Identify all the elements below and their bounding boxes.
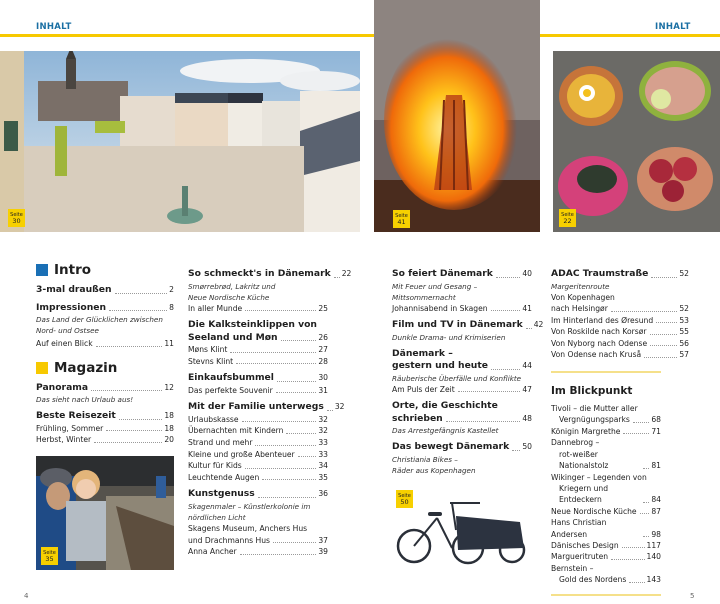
toc-entry[interactable] [36, 410, 174, 446]
entry-page: 18 [164, 423, 174, 433]
entry-title: Strand und mehr [188, 438, 253, 448]
blickpunkt-item[interactable] [551, 506, 661, 517]
entry-page: 117 [646, 540, 661, 550]
entry-page: 11 [164, 339, 174, 348]
toc-column-4 [551, 268, 689, 596]
blickpunkt-list [551, 403, 661, 586]
entry-page: 37 [318, 535, 328, 545]
toc-entry[interactable] [36, 382, 174, 406]
page-ref-badge[interactable] [393, 210, 410, 228]
leader-dots [236, 363, 316, 364]
entry-title: Kunstgenuss [188, 488, 255, 500]
entry-title: und Drachmanns Hus [188, 535, 270, 545]
badge-page: 30 [12, 217, 21, 225]
toc-entry[interactable] [392, 319, 544, 343]
entry-page: 12 [164, 382, 174, 392]
entry-title: Impressionen [36, 301, 107, 313]
entry-page: 27 [318, 345, 328, 355]
leader-dots [623, 433, 649, 434]
leader-dots [327, 410, 333, 411]
page-ref-badge[interactable] [41, 547, 58, 565]
toc-entry[interactable] [36, 302, 174, 350]
entry-title: Die Kalksteinklippen von [188, 319, 317, 331]
leader-dots [230, 352, 316, 353]
leader-dots [334, 277, 340, 278]
leader-dots [496, 277, 520, 278]
entry-subtitle: Margeritenroute [551, 281, 610, 291]
entry-title: Vergnügungsparks [559, 415, 630, 425]
entry-page: 52 [679, 304, 689, 314]
leader-dots [94, 442, 162, 443]
entry-title: 3-mal draußen [36, 284, 112, 295]
entry-page: 56 [679, 338, 689, 348]
leader-dots [245, 468, 317, 469]
leader-dots [446, 421, 521, 422]
toc-column-3 [392, 268, 544, 481]
leader-dots [512, 450, 520, 451]
entry-page: 52 [679, 269, 689, 278]
entry-subtitle: Räder aus Kopenhagen [392, 465, 476, 475]
entry-page: 84 [651, 495, 661, 505]
entry-title: Kriegern und Entdeckern [559, 483, 609, 505]
leader-dots [258, 497, 317, 498]
badge-page: 35 [45, 555, 54, 563]
entry-subtitle: Christiania Bikes – [392, 454, 458, 464]
leader-dots [298, 456, 317, 457]
entry-title: Margueritruten [551, 552, 609, 562]
blickpunkt-heading: Im Blickpunkt [551, 385, 633, 398]
entry-title: Kultur für Kids [188, 461, 242, 471]
entry-title: Leuchtende Augen [188, 472, 260, 482]
entry-page: 41 [522, 303, 532, 313]
entry-page: 50 [522, 442, 532, 452]
badge-page: 22 [563, 217, 572, 225]
leader-dots [109, 310, 167, 311]
leader-dots [286, 433, 316, 434]
blickpunkt-top-rule [551, 371, 661, 373]
leader-dots [656, 322, 677, 323]
toc-entry[interactable] [392, 400, 532, 436]
entry-title: Einkaufsbummel [188, 372, 274, 384]
entry-page: 20 [164, 435, 174, 445]
smorrebrod-photo [553, 51, 720, 232]
entry-title: Im Hinterland des Øresund [551, 315, 654, 325]
entry-title: Am Puls der Zeit [392, 384, 455, 394]
entry-title: Dannebrog – [551, 438, 600, 448]
toc-entry[interactable] [36, 284, 174, 297]
toc-entry[interactable] [188, 319, 328, 367]
leader-dots [643, 536, 649, 537]
leader-dots [633, 422, 649, 423]
entry-subtitle: Das sieht nach Urlaub aus! [36, 395, 134, 405]
entry-page: 28 [318, 356, 328, 366]
blickpunkt-item[interactable] [551, 403, 661, 426]
entry-subtitle: Skagenmaler – Künstlerkolonie im [188, 501, 311, 511]
badge-label: Seite [398, 492, 411, 499]
entry-title: Film und TV in Dänemark [392, 319, 523, 331]
leader-dots [650, 334, 678, 335]
blickpunkt-item[interactable] [551, 517, 661, 540]
leader-dots [622, 547, 645, 548]
entry-page: 32 [318, 414, 328, 424]
entry-title: Gold des Nordens [559, 575, 627, 585]
toc-entry[interactable] [188, 401, 345, 483]
entry-page: 2 [169, 285, 174, 294]
entry-title: Dänisches Design [551, 540, 619, 550]
page-number-right: 5 [690, 592, 695, 600]
entry-page: 22 [341, 269, 352, 278]
page-ref-badge[interactable] [559, 209, 576, 227]
entry-page: 47 [522, 384, 532, 394]
entry-title: Skagens Museum, Anchers Hus [188, 523, 308, 533]
entry-title: nach Helsingør [551, 304, 608, 314]
entry-page: 40 [522, 269, 532, 278]
leader-dots [276, 392, 317, 393]
entry-page: 35 [318, 472, 328, 482]
entry-page: 81 [651, 461, 661, 471]
entry-title: So schmeckt's in Dänemark [188, 268, 331, 279]
entry-page: 18 [164, 411, 174, 421]
entry-subtitle: Das Land der Glücklichen zwischen [36, 315, 163, 324]
entry-title: Von Roskilde nach Korsør [551, 327, 647, 337]
entry-page: 55 [679, 327, 689, 337]
magazin-square-icon [36, 362, 48, 374]
toc-entry[interactable] [188, 372, 328, 396]
entry-subtitle: Mittsommernacht [392, 292, 456, 302]
midsummer-bonfire-photo [374, 0, 540, 232]
christiania-bike-photo [392, 488, 532, 572]
blickpunkt-item[interactable] [551, 551, 661, 562]
page-number-left: 4 [24, 592, 29, 600]
entry-title: Frühling, Sommer [36, 423, 104, 433]
leader-dots [91, 390, 162, 391]
leader-dots [262, 479, 316, 480]
section-heading-intro [36, 262, 174, 278]
entry-title: Beste Reisezeit [36, 410, 116, 422]
entry-page: 26 [318, 332, 328, 342]
entry-title: Johannisabend in Skagen [392, 303, 488, 313]
leader-dots [240, 554, 317, 555]
leader-dots [643, 468, 649, 469]
toc-entry[interactable] [392, 441, 532, 476]
entry-page: 68 [651, 415, 661, 425]
badge-page: 41 [397, 218, 406, 226]
entry-title: gestern und heute [392, 360, 488, 372]
entry-title: rot-weißer Nationalstolz [559, 449, 609, 471]
entry-title: Møns Klint [188, 345, 228, 355]
leader-dots [273, 542, 316, 543]
page-ref-badge[interactable] [396, 490, 413, 508]
entry-page: 34 [318, 461, 328, 471]
entry-page: 48 [522, 413, 532, 423]
badge-label: Seite [43, 549, 56, 556]
leader-dots [242, 421, 317, 422]
entry-page: 143 [646, 575, 661, 585]
leader-dots [458, 391, 521, 392]
header-rule-right [540, 34, 720, 37]
entry-title: Seeland und Møn [188, 331, 278, 343]
leader-dots [629, 582, 644, 583]
entry-title: Übernachten mit Kindern [188, 426, 284, 436]
leader-dots [119, 419, 163, 420]
entry-subtitle: Nord- und Ostsee [36, 326, 99, 335]
toc-entry[interactable] [392, 268, 532, 314]
leader-dots [491, 310, 521, 311]
entry-page: 53 [679, 315, 689, 325]
section-label-left: INHALT [36, 22, 72, 32]
entry-page: 30 [318, 373, 328, 383]
blickpunkt-bottom-rule [551, 594, 661, 596]
entry-page: 57 [679, 350, 689, 360]
entry-subtitle: Dunkle Drama- und Krimiserien [392, 332, 506, 342]
entry-title: Neue Nordische Küche [551, 506, 637, 516]
leader-dots [255, 445, 316, 446]
leader-dots [611, 311, 678, 312]
entry-page: 71 [651, 426, 661, 436]
copenhagen-square-photo [0, 51, 360, 232]
entry-subtitle: nördlichen Licht [188, 512, 246, 522]
entry-page: 39 [318, 547, 328, 557]
blickpunkt-item[interactable] [551, 472, 661, 506]
leader-dots [651, 277, 677, 278]
badge-page: 50 [400, 498, 409, 506]
intro-square-icon [36, 264, 48, 276]
blickpunkt-item[interactable] [551, 426, 661, 437]
entry-page: 31 [318, 385, 328, 395]
section-title: Intro [54, 262, 92, 278]
leader-dots [650, 345, 677, 346]
blickpunkt-item[interactable] [551, 540, 661, 551]
entry-page: 42 [533, 320, 544, 330]
entry-title: Auf einen Blick [36, 339, 93, 348]
section-title: Magazin [54, 359, 118, 376]
entry-title: Kleine und große Abenteuer [188, 449, 295, 459]
entry-title: Hans Christian Andersen [551, 518, 607, 539]
leader-dots [96, 346, 163, 347]
entry-subtitle: Räuberische Überfälle und Konflikte [392, 373, 522, 383]
entry-title: Panorama [36, 381, 89, 393]
entry-title: Wikinger – Legenden von [551, 472, 647, 482]
leader-dots [245, 310, 316, 311]
entry-subtitle: Das Arrestgefängnis Kastellet [392, 426, 499, 436]
entry-title: Von Nyborg nach Odense [551, 338, 648, 348]
badge-label: Seite [395, 212, 408, 219]
entry-subtitle: Mit Feuer und Gesang – [392, 281, 478, 291]
leader-dots [640, 513, 650, 514]
entry-title: Orte, die Geschichte [392, 400, 498, 412]
leader-dots [644, 357, 677, 358]
page-ref-badge[interactable] [8, 209, 25, 227]
section-heading-magazin [36, 360, 174, 376]
entry-title: Tivoli – die Mutter aller [551, 404, 638, 414]
entry-title: So feiert Dänemark [392, 268, 493, 279]
entry-title: Königin Margrethe [551, 426, 621, 436]
entry-title: Von Odense nach Kruså [551, 350, 642, 360]
leader-dots [115, 293, 168, 294]
entry-title: Von Kopenhagen [551, 292, 615, 302]
entry-page: 8 [169, 302, 174, 312]
header-rule-left [0, 34, 374, 37]
entry-page: 33 [318, 449, 328, 459]
leader-dots [281, 340, 317, 341]
toc-column-2 [188, 268, 352, 563]
entry-page: 25 [318, 303, 328, 313]
toc-entry[interactable] [188, 268, 352, 314]
entry-page: 32 [334, 402, 345, 412]
entry-title: Das bewegt Dänemark [392, 441, 510, 453]
badge-label: Seite [10, 211, 23, 218]
entry-title: Bernstein – [551, 563, 594, 573]
entry-title: Das perfekte Souvenir [188, 385, 273, 395]
section-label-right: INHALT [655, 22, 691, 32]
toc-entry[interactable] [188, 488, 328, 557]
entry-subtitle: Smørrebrød, Lakritz und [188, 281, 276, 291]
entry-title: Herbst, Winter [36, 435, 92, 445]
entry-page: 32 [318, 426, 328, 436]
leader-dots [526, 328, 532, 329]
entry-page: 33 [318, 438, 328, 448]
entry-title: In aller Munde [188, 303, 243, 313]
toc-entry[interactable] [551, 268, 689, 361]
entry-page: 98 [651, 529, 661, 539]
entry-title: Anna Ancher [188, 547, 237, 557]
entry-subtitle: Neue Nordische Küche [188, 292, 270, 302]
leader-dots [491, 369, 520, 370]
leader-dots [643, 502, 649, 503]
entry-title: Dänemark – [392, 347, 453, 359]
leader-dots [277, 381, 316, 382]
entry-title: Mit der Familie unterwegs [188, 401, 324, 413]
entry-title: Urlaubskasse [188, 414, 239, 424]
entry-title: schrieben [392, 412, 443, 424]
badge-label: Seite [561, 211, 574, 218]
entry-page: 36 [318, 489, 328, 499]
entry-page: 140 [646, 552, 661, 562]
blickpunkt-item[interactable] [551, 563, 661, 586]
blickpunkt-item[interactable] [551, 437, 661, 471]
toc-column-1 [36, 262, 174, 451]
family-woodwork-photo [36, 456, 174, 570]
entry-page: 44 [522, 361, 532, 371]
leader-dots [106, 430, 162, 431]
leader-dots [611, 559, 644, 560]
entry-title: ADAC Traumstraße [551, 268, 649, 279]
toc-entry[interactable] [392, 348, 532, 396]
entry-page: 87 [651, 506, 661, 516]
entry-title: Stevns Klint [188, 356, 234, 366]
